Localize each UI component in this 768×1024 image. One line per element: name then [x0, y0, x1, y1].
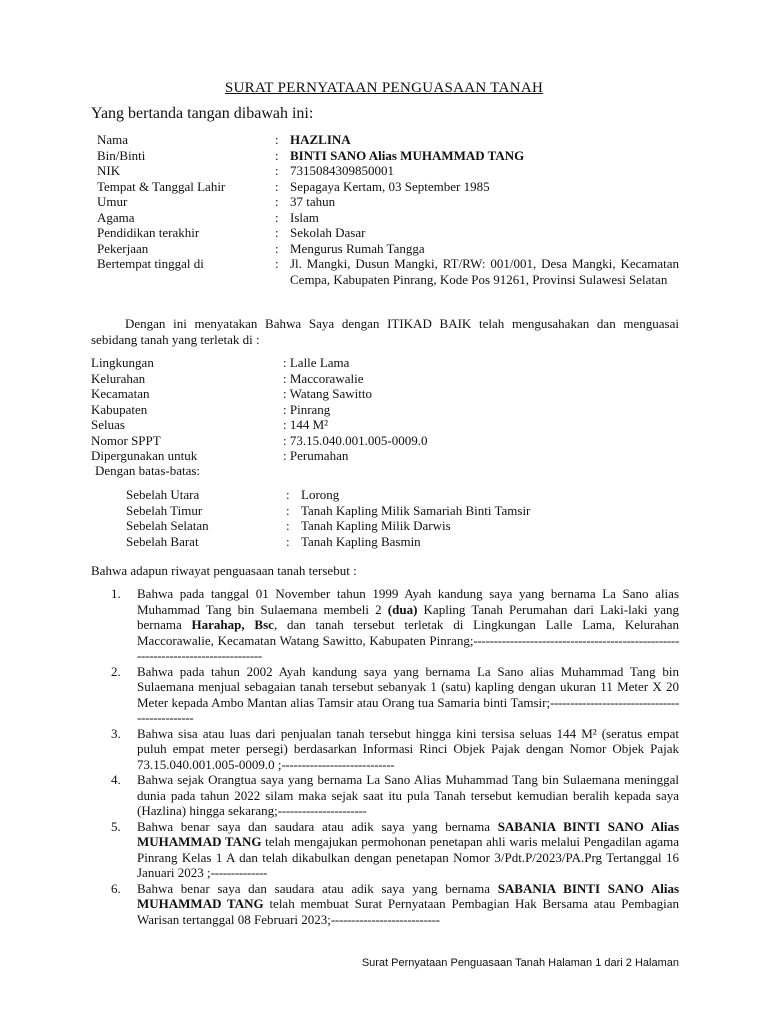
- border-colon: :: [286, 518, 290, 533]
- border-row: [126, 503, 530, 519]
- identity-row: [97, 241, 679, 257]
- land-value: : Perumahan: [283, 448, 349, 463]
- identity-colon: :: [275, 225, 279, 240]
- identity-row: [97, 256, 679, 287]
- border-label: Sebelah Barat: [126, 533, 199, 549]
- land-row: [91, 433, 427, 449]
- history-text: Bahwa pada tahun 2002 Ayah kandung saya yang bernama La Sano alias Muhammad Tang bin Sulaemana menjual sebagaian tanah tersebut sebanyak 1 (satu) kapling dengan ukuran 11 Meter X 20 Meter kepada Ambo Mantan alias Tamsir atau Orang tua Samaria binti Tamsir;: [137, 663, 679, 710]
- identity-label: Pendidikan terakhir: [97, 225, 200, 240]
- history-text: Kapling Tanah Perumahan dari Laki-laki yang bernama: [137, 601, 680, 632]
- identity-colon: :: [275, 209, 279, 225]
- land-row: [91, 371, 427, 387]
- identity-row: [97, 194, 679, 210]
- land-label: Kelurahan: [91, 370, 146, 386]
- identity-value: Islam: [290, 209, 319, 225]
- identity-colon: :: [275, 194, 279, 209]
- history-item: [101, 881, 679, 928]
- history-number: 1.: [111, 586, 121, 601]
- history-dashes: ----------------------: [277, 803, 367, 818]
- history-text: Bahwa pada tanggal 01 November tahun 1999 Ayah kandung saya yang bernama La Sano alias Muhammad Tang bin Sulaemana membeli 2: [137, 586, 679, 617]
- intro-text: Yang bertanda tangan dibawah ini:: [91, 105, 314, 122]
- land-value: : Maccorawalie: [283, 370, 364, 386]
- identity-label: Umur: [97, 194, 128, 209]
- border-value: Tanah Kapling Milik Samariah Binti Tamsir: [301, 502, 531, 518]
- history-bold-text: (dua): [387, 601, 418, 617]
- identity-label: Bertempat tinggal di: [97, 256, 204, 271]
- land-label: Kabupaten: [91, 401, 148, 417]
- history-number: 2.: [111, 663, 121, 679]
- identity-label: Nama: [97, 132, 129, 147]
- border-label: Sebelah Selatan: [126, 518, 209, 533]
- identity-row: [97, 179, 679, 195]
- land-value: : Lalle Lama: [283, 355, 350, 370]
- history-bold-text: SABANIA BINTI SANO Alias MUHAMMAD TANG: [137, 880, 679, 911]
- history-item: [101, 586, 679, 664]
- identity-colon: :: [275, 256, 279, 271]
- history-text: telah mengajukan permohonan penetapan ahli waris melalui Pengadilan agama Pinrang Kelas 1 A dan telah dikabulkan dengan penetapan Nomor 3/Pdt.P/2023/PA.Prg Tertanggal 16 Januari 2023 ;: [137, 834, 680, 880]
- land-label: Nomor SPPT: [91, 432, 161, 448]
- border-row: [126, 487, 530, 503]
- identity-value: Sekolah Dasar: [290, 225, 366, 240]
- land-value: : 73.15.040.001.005-0009.0: [283, 432, 428, 448]
- identity-value: Jl. Mangki, Dusun Mangki, RT/RW: 001/001, Desa Mangki, Kecamatan Cempa, Kabupaten Pinrang, Kode Pos 91261, Provinsi Sulawesi Selatan: [290, 256, 679, 287]
- border-colon: :: [286, 533, 290, 549]
- land-row: [91, 448, 427, 464]
- history-bold-text: Harahap, Bsc: [191, 617, 274, 632]
- identity-table: [97, 132, 679, 287]
- history-item: [101, 819, 679, 881]
- page-footer: Surat Pernyataan Penguasaan Tanah Halaman 1 dari 2 Halaman: [361, 957, 679, 969]
- history-text: Bahwa benar saya dan saudara atau adik saya yang bernama: [137, 880, 498, 896]
- land-value: : 144 M²: [283, 417, 329, 432]
- borders-label: Dengan batas-batas:: [95, 463, 201, 478]
- border-value: Lorong: [301, 487, 340, 502]
- identity-row: [97, 132, 679, 148]
- identity-label: Bin/Binti: [97, 147, 146, 163]
- history-number: 3.: [111, 725, 121, 741]
- identity-colon: :: [275, 163, 279, 178]
- border-label: Sebelah Utara: [126, 487, 200, 502]
- identity-colon: :: [275, 178, 279, 194]
- identity-label: NIK: [97, 163, 121, 178]
- history-text: Bahwa benar saya dan saudara atau adik saya yang bernama: [137, 818, 498, 834]
- statement-paragraph: Dengan ini menyatakan Bahwa Saya dengan ITIKAD BAIK telah mengusahakan dan menguasai sebidang tanah yang terletak di :: [91, 316, 679, 347]
- borders-table: [126, 487, 530, 549]
- identity-value: 37 tahun: [290, 194, 336, 209]
- land-label: Seluas: [91, 417, 125, 432]
- history-dashes: ----------------------------------------------------------------------------------: [137, 632, 679, 663]
- history-text: , dan tanah tersebut terletak di Lingkungan Lalle Lama, Kelurahan Maccorawalie, Kecamatan Watang Sawitto, Kabupaten Pinrang;: [137, 617, 679, 648]
- identity-value: Mengurus Rumah Tangga: [290, 240, 425, 256]
- land-value: : Watang Sawitto: [283, 386, 372, 401]
- identity-colon: :: [275, 240, 279, 256]
- identity-row: [97, 148, 679, 164]
- identity-label: Agama: [97, 209, 135, 225]
- history-list: [101, 586, 679, 927]
- identity-value: Sepagaya Kertam, 03 September 1985: [290, 178, 490, 194]
- land-value: : Pinrang: [283, 401, 331, 417]
- document-title: SURAT PERNYATAAN PENGUASAAN TANAH: [224, 80, 544, 96]
- history-item: [101, 772, 679, 819]
- land-row: [91, 402, 427, 418]
- land-row: [91, 355, 427, 371]
- identity-label: Tempat & Tanggal Lahir: [97, 178, 226, 194]
- border-row: [126, 518, 530, 534]
- history-number: 5.: [111, 818, 121, 834]
- history-text: telah membuat Surat Pernyataan Pembagian Hak Bersama atau Pembagian Warisan tertanggal 08 Februari 2023;: [137, 896, 679, 927]
- history-text: Bahwa sejak Orangtua saya yang bernama La Sano Alias Muhammad Tang bin Sulaemana meninggal dunia pada tahun 2022 silam maka sejak saat itu pula Tanah tersebut kemudian beralih kepada saya (Hazlina) hingga sekarang;: [137, 772, 679, 818]
- history-item: [101, 664, 679, 726]
- border-colon: :: [286, 502, 290, 518]
- identity-row: [97, 225, 679, 241]
- identity-row: [97, 210, 679, 226]
- history-number: 4.: [111, 772, 121, 787]
- land-row: [91, 417, 427, 433]
- land-row: [91, 386, 427, 402]
- land-label: Dipergunakan untuk: [91, 448, 198, 463]
- identity-value: 7315084309850001: [290, 163, 394, 178]
- history-dashes: ----------------------------: [281, 756, 395, 772]
- border-row: [126, 534, 530, 550]
- history-dashes: --------------: [210, 865, 268, 880]
- border-value: Tanah Kapling Basmin: [301, 533, 421, 549]
- history-dashes: ----------------------------------------------: [137, 694, 679, 725]
- identity-value: HAZLINA: [290, 132, 351, 147]
- identity-value: BINTI SANO Alias MUHAMMAD TANG: [290, 147, 525, 163]
- border-colon: :: [286, 487, 290, 502]
- identity-colon: :: [275, 132, 279, 147]
- history-item: [101, 726, 679, 773]
- identity-row: [97, 163, 679, 179]
- history-bold-text: SABANIA BINTI SANO Alias MUHAMMAD TANG: [137, 818, 679, 849]
- land-location-table: [91, 355, 427, 464]
- border-value: Tanah Kapling Milik Darwis: [301, 518, 451, 533]
- land-label: Lingkungan: [91, 355, 154, 370]
- identity-label: Pekerjaan: [97, 240, 149, 256]
- history-text: Bahwa sisa atau luas dari penjualan tanah tersebut hingga kini tersisa seluas 144 M² (seratus empat puluh empat meter persegi) berdasarkan Informasi Rinci Objek Pajak dengan Nomor Objek Pajak 73.15.040.001.005-0009.0 ;: [137, 725, 679, 772]
- land-label: Kecamatan: [91, 386, 150, 401]
- history-dashes: ---------------------------: [330, 911, 440, 927]
- history-number: 6.: [111, 880, 121, 896]
- border-label: Sebelah Timur: [126, 502, 203, 518]
- history-label: Bahwa adapun riwayat penguasaan tanah tersebut :: [91, 563, 357, 578]
- identity-colon: :: [275, 147, 279, 163]
